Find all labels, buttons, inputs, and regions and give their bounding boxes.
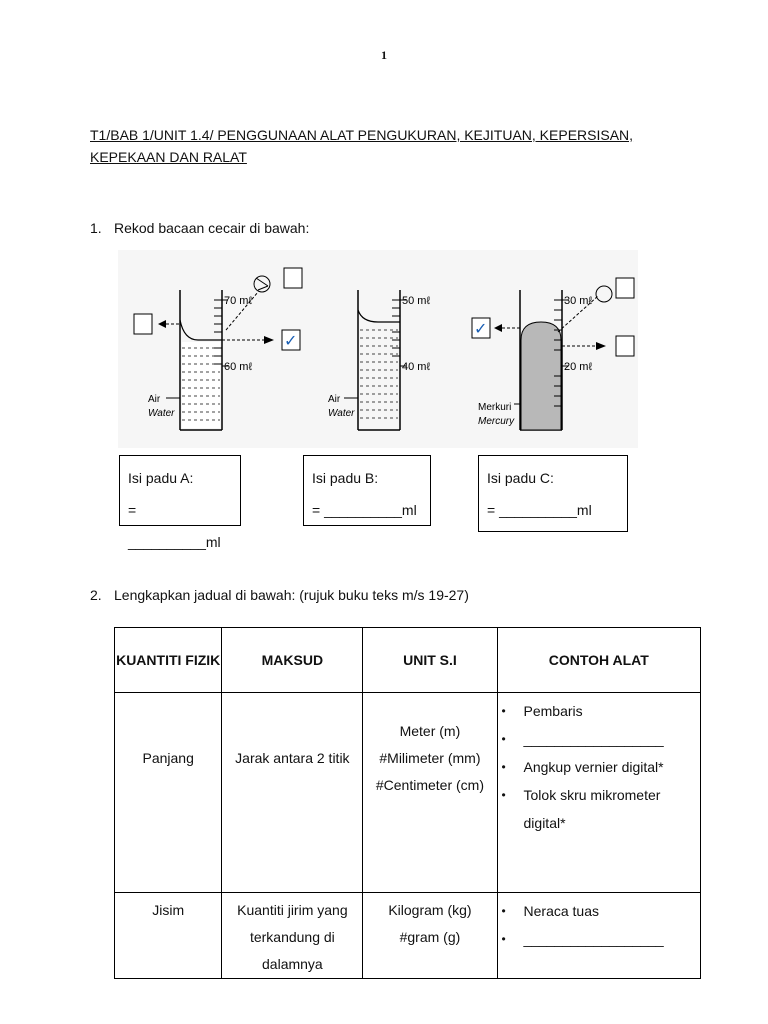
cylinder-c: [472, 278, 634, 430]
tools-cell: [497, 893, 700, 979]
quantity-cell: Panjang: [115, 693, 222, 893]
tool-item: • Neraca tuas: [498, 897, 700, 925]
answer-box-a[interactable]: [119, 455, 241, 550]
header-tools: CONTOH ALAT: [497, 628, 700, 693]
question-number: 1.: [90, 220, 102, 236]
table-row: [115, 893, 701, 979]
question-1: [90, 220, 309, 236]
page-number: 1: [381, 48, 387, 62]
tool-item: • Angkup vernier digital*: [498, 753, 700, 781]
cyl-b-bottom-mark: 40 mℓ: [402, 361, 431, 373]
check-icon: ✓: [284, 331, 298, 350]
answer-blank[interactable]: = __________ml: [312, 502, 417, 518]
cyl-b-label-2: Water: [328, 408, 355, 419]
header-quantity: KUANTITI FIZIK: [115, 628, 222, 693]
answer-box-c[interactable]: [478, 455, 628, 532]
answer-box-b[interactable]: [303, 455, 431, 526]
header-unit: UNIT S.I: [363, 628, 497, 693]
tool-item: • Pembaris: [498, 697, 700, 725]
cyl-c-top-mark: 30 mℓ: [564, 295, 593, 307]
meaning-line: terkandung di: [249, 929, 335, 945]
header-meaning: MAKSUD: [222, 628, 363, 693]
answer-label: Isi padu A:: [128, 470, 194, 486]
check-icon: ✓: [474, 319, 488, 338]
table-row: [115, 693, 701, 893]
cylinder-b: [328, 290, 430, 430]
cyl-a-label-1: Air: [148, 394, 161, 405]
unit-line: Kilogram (kg): [388, 902, 472, 918]
cyl-a-bottom-mark: 60 mℓ: [224, 361, 253, 373]
cyl-c-bottom-mark: 20 mℓ: [564, 361, 593, 373]
cylinder-a: [134, 268, 302, 430]
unit-line: #Milimeter (mm): [379, 750, 481, 766]
meaning-cell: [222, 893, 363, 979]
question-number: 2.: [90, 587, 102, 603]
tool-blank[interactable]: • __________________: [498, 725, 700, 753]
measuring-cylinders-figure: [118, 250, 638, 448]
cyl-a-top-mark: 70 mℓ: [224, 295, 253, 307]
cyl-a-label-2: Water: [148, 408, 175, 419]
meaning-line: dalamnya: [262, 956, 323, 972]
cyl-c-label-2: Mercury: [478, 416, 515, 427]
unit-line: #gram (g): [399, 929, 461, 945]
tool-item-continued: digital*: [523, 815, 566, 831]
cylinders-illustration: [118, 250, 638, 448]
answer-label: Isi padu C:: [487, 470, 554, 486]
quantity-cell: Jisim: [115, 893, 222, 979]
unit-cell: [363, 693, 497, 893]
tool-blank[interactable]: • __________________: [498, 925, 700, 953]
question-2: [90, 587, 469, 603]
question-text: Lengkapkan jadual di bawah: (rujuk buku teks m/s 19-27): [114, 587, 469, 603]
unit-line: Meter (m): [399, 723, 461, 739]
question-text: Rekod bacaan cecair di bawah:: [114, 220, 310, 236]
tools-cell: [497, 693, 700, 893]
unit-line: #Centimeter (cm): [375, 777, 484, 793]
worksheet-title: T1/BAB 1/UNIT 1.4/ PENGGUNAAN ALAT PENGUKURAN, KEJITUAN, KEPERSISAN, KEPEKAAN DAN RALAT: [90, 127, 634, 165]
quantities-table: [114, 627, 701, 979]
answer-label: Isi padu B:: [312, 470, 379, 486]
answer-blank[interactable]: = __________ml: [487, 502, 592, 518]
meaning-cell: Jarak antara 2 titik: [222, 693, 363, 893]
cyl-b-label-1: Air: [328, 394, 341, 405]
tool-item: • Tolok skru mikrometer: [498, 781, 700, 809]
cyl-b-top-mark: 50 mℓ: [402, 295, 431, 307]
answer-blank[interactable]: = __________ml: [128, 502, 221, 550]
table-header-row: [115, 628, 701, 693]
meaning-line: Kuantiti jirim yang: [237, 902, 348, 918]
cyl-c-label-1: Merkuri: [478, 402, 512, 413]
unit-cell: [363, 893, 497, 979]
